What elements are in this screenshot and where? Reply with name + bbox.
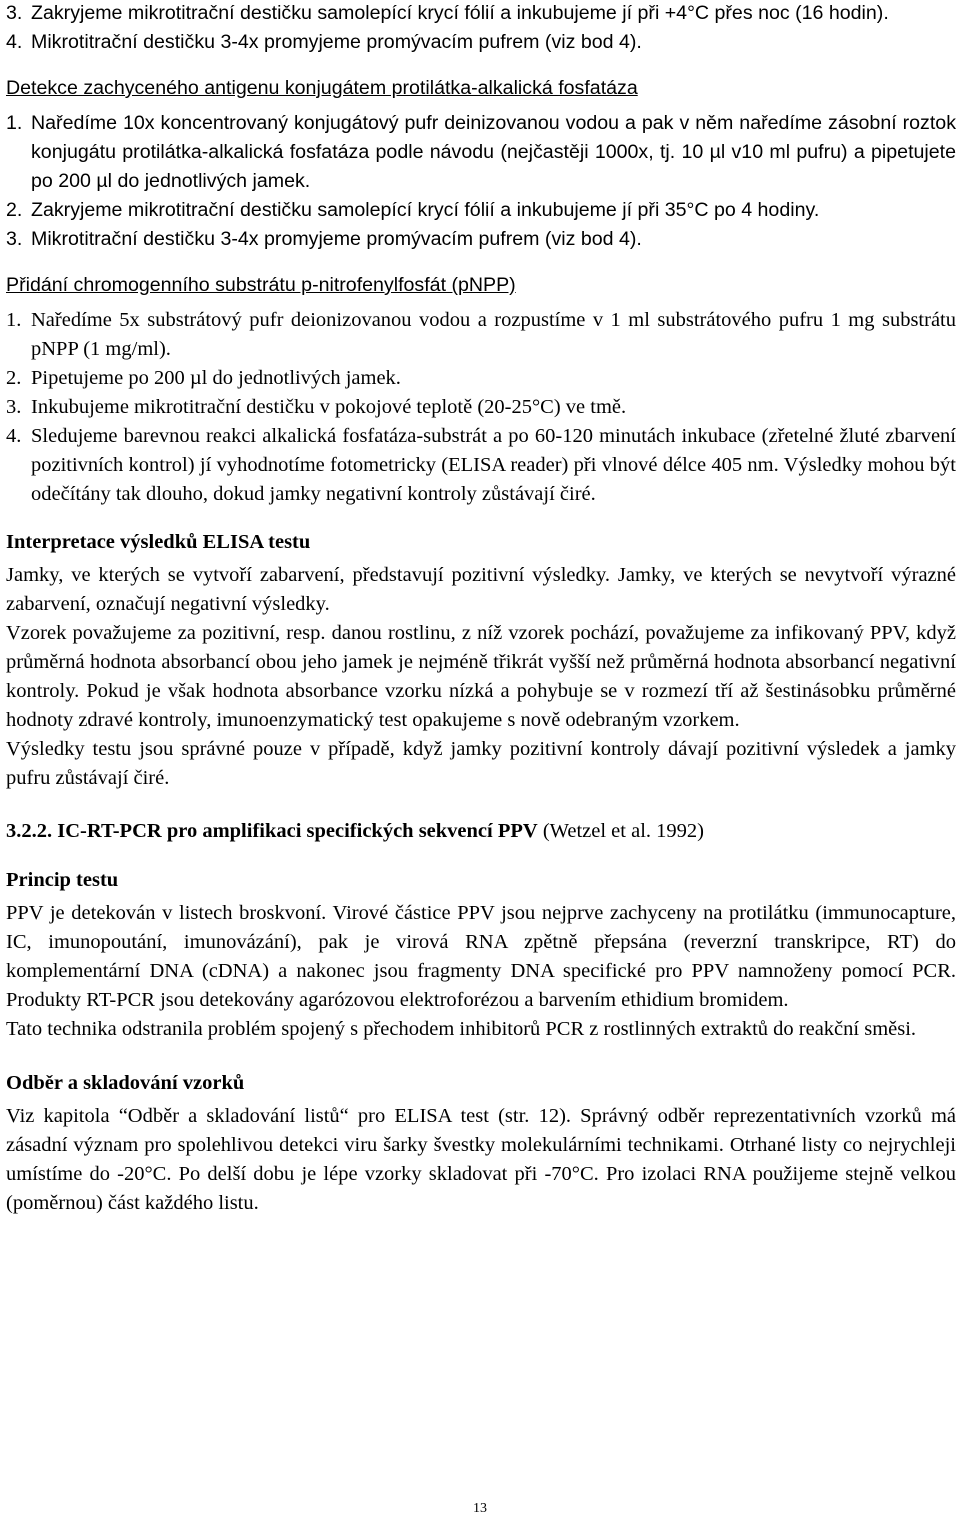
- interpretation-paragraph: Vzorek považujeme za pozitivní, resp. danou rostlinu, z níž vzorek pochází, považujeme za infikovaný PPV, když průměrná hodnota absorbancí obou jeho jamek je nejméně třikrát vyšší než průměrná hodnota absorbancí negativní kontroly. Pokud je však hodnota absorbance vzorku nízká a pohybuje se v rozmezí tří až šestinásobku průměrné hodnoty zdravé kontroly, imunoenzymatický test opakujeme s nově odebraným vzorkem.: [6, 622, 956, 731]
- sampling-heading: Odběr a skladování vzorků: [6, 1072, 245, 1094]
- list-text: Naředíme 10x koncentrovaný konjugátový pufr deinizovanou vodou a pak v něm naředíme zásobní roztok konjugátu protilátka-alkalická fosfatáza podle návodu (nejčastěji 1000x, tj. 10 µl v10 ml pufru) a pipetujete po 200 µl do jednotlivých jamek.: [31, 112, 956, 192]
- principle-paragraph: PPV je detekován v listech broskvoní. Virové částice PPV jsou nejprve zachyceny na protilátku (immunocapture, IC, imunopoutání, imunovázání), pak je virová RNA zpětně přepsána (reverzní transkripce, RT) do komplementární DNA (cDNA) a nakonec jsou fragmenty DNA specifické pro PPV namnoženy pomocí PCR. Produkty RT-PCR jsou detekovány agarózovou elektroforézou a barvením ethidium bromidem.: [6, 902, 956, 1011]
- top-step-list: [6, 0, 956, 57]
- list-number: 3.: [6, 396, 22, 418]
- interpretation-paragraph: Výsledky testu jsou správné pouze v případě, když jamky pozitivní kontroly dávají pozitivní výsledek a jamky pufru zůstávají čiré.: [6, 738, 956, 789]
- list-number: 3.: [6, 2, 23, 24]
- list-text: Inkubujeme mikrotitrační destičku v pokojové teplotě (20-25°C) ve tmě.: [31, 396, 627, 418]
- list-item: [6, 109, 956, 196]
- substrate-step-list: [6, 306, 956, 509]
- list-item: [6, 422, 956, 509]
- list-item: [6, 393, 956, 422]
- interpretation-paragraph: Jamky, ve kterých se vytvoří zabarvení, představují pozitivní výsledky. Jamky, ve kterých se nevytvoří výrazné zabarvení, označují negativní výsledky.: [6, 564, 956, 615]
- detection-step-list: [6, 109, 956, 254]
- substrate-heading: Přidání chromogenního substrátu p-nitrofenylfosfát (pNPP): [6, 274, 516, 296]
- list-text: Mikrotitrační destičku 3-4x promyjeme promývacím pufrem (viz bod 4).: [31, 31, 642, 53]
- interpretation-heading: Interpretace výsledků ELISA testu: [6, 531, 311, 553]
- list-number: 1.: [6, 309, 22, 331]
- list-item: [6, 0, 956, 28]
- list-text: Naředíme 5x substrátový pufr deionizovanou vodou a rozpustíme v 1 ml substrátového pufru 1 mg substrátu pNPP (1 mg/ml).: [31, 309, 956, 360]
- list-item: [6, 28, 956, 57]
- list-text: Zakryjeme mikrotitrační destičku samolepící krycí fólií a inkubujeme jí při 35°C po 4 hodiny.: [31, 199, 820, 221]
- list-number: 2.: [6, 367, 22, 389]
- list-text: Mikrotitrační destičku 3-4x promyjeme promývacím pufrem (viz bod 4).: [31, 228, 642, 250]
- page-number: 13: [473, 1501, 487, 1516]
- list-number: 3.: [6, 228, 23, 250]
- sampling-paragraph: Viz kapitola “Odběr a skladování listů“ pro ELISA test (str. 12). Správný odběr reprezentativních vzorků má zásadní význam pro spolehlivou detekci viru šarky švestky molekulárními technikami. Otrhané listy co nejrychleji umístíme do -20°C. Po delší dobu je lépe vzorky skladovat při -70°C. Pro izolaci RNA použijeme stejně velkou (poměrnou) část každého listu.: [6, 1105, 956, 1214]
- list-item: [6, 364, 956, 393]
- list-number: 4.: [6, 425, 22, 447]
- section-title-reference: (Wetzel et al. 1992): [537, 820, 704, 842]
- list-number: 2.: [6, 199, 23, 221]
- document-page: [6, 0, 956, 1218]
- principle-paragraph: Tato technika odstranila problém spojený s přechodem inhibitorů PCR z rostlinných extraktů do reakční směsi.: [6, 1018, 917, 1040]
- list-item: [6, 306, 956, 364]
- list-item: [6, 225, 956, 254]
- list-number: 4.: [6, 31, 23, 53]
- list-number: 1.: [6, 112, 23, 134]
- list-text: Sledujeme barevnou reakci alkalická fosfatáza-substrát a po 60-120 minutách inkubace (zřetelné žluté zbarvení pozitivních kontrol) jí vyhodnotíme fotometricky (ELISA reader) při vlnové délce 405 nm. Výsledky mohou být odečítány tak dlouho, dokud jamky negativní kontroly zůstávají čiré.: [31, 425, 956, 505]
- detection-heading: Detekce zachyceného antigenu konjugátem protilátka-alkalická fosfatáza: [6, 77, 638, 99]
- list-text: Pipetujeme po 200 µl do jednotlivých jamek.: [31, 367, 401, 389]
- section-title-main: 3.2.2. IC-RT-PCR pro amplifikaci specifických sekvencí PPV: [6, 820, 538, 842]
- list-item: [6, 196, 956, 225]
- list-text: Zakryjeme mikrotitrační destičku samolepící krycí fólií a inkubujeme jí při +4°C přes noc (16 hodin).: [31, 2, 889, 24]
- principle-heading: Princip testu: [6, 869, 119, 891]
- section-title: [6, 817, 956, 846]
